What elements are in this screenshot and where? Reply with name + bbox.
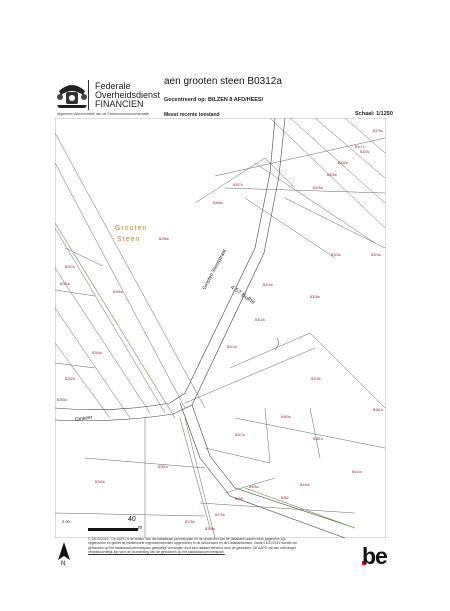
parcel-label: B251a bbox=[158, 465, 168, 469]
parcel-label: B488 bbox=[235, 497, 243, 501]
parcel-label: B330a bbox=[338, 161, 348, 165]
parcel-label: B263a bbox=[57, 398, 67, 402]
parcel-label: B481a bbox=[313, 437, 323, 441]
scale-label: Schaal: 1/1250 bbox=[355, 111, 393, 117]
legal-line: © 29/10/2019 - De AAPD is de auteur van het kadastraal perceelsplan en de producent van de databank waarin deze gegevens zijn bbox=[88, 537, 286, 541]
street-label-omkeer: Omkeer bbox=[74, 414, 93, 423]
parcel-label: B375a bbox=[373, 129, 383, 133]
admin-line: Algemene Administratie van de Patrimoniumdocumentatie bbox=[57, 112, 150, 116]
legal-line: verantwoordelijk zijn voor de voorstelling van de gebouwen op het kadastraal perceelsplan. bbox=[88, 550, 225, 555]
parcel-label: B444a bbox=[352, 470, 362, 474]
scale-bar bbox=[88, 528, 138, 531]
parcel-label: B262b bbox=[65, 377, 75, 381]
copyright-notice bbox=[88, 537, 356, 555]
scale-zero: 0.00 bbox=[62, 519, 70, 524]
parcel-label: B310a bbox=[263, 283, 273, 287]
map-frame bbox=[55, 118, 386, 538]
parcel-label: B306a bbox=[213, 201, 223, 205]
org-line-2: Overheidsdienst bbox=[95, 90, 161, 100]
parcel-label: B250a bbox=[95, 480, 105, 484]
scale-value: 40 bbox=[128, 516, 136, 523]
parcel-label: B326a bbox=[327, 173, 337, 177]
parcel-label: B264a bbox=[92, 351, 102, 355]
parcel-label: B261a bbox=[60, 282, 70, 286]
parcel-label: B270a bbox=[215, 513, 225, 517]
parcel-label: B278a bbox=[185, 520, 195, 524]
org-line-3: FINANCIEN bbox=[95, 99, 144, 109]
parcel-label: B452 bbox=[281, 496, 289, 500]
handwritten-note: 4.57 Bulhe bbox=[228, 284, 256, 307]
be-logo: be bbox=[362, 543, 387, 569]
parcel-label: B318a bbox=[310, 295, 320, 299]
parcel-label: B268a bbox=[205, 527, 215, 531]
parcel-label: B491a bbox=[373, 408, 383, 412]
north-label: N bbox=[61, 561, 66, 567]
parcel-label: B317a bbox=[235, 433, 245, 437]
parcel-label: B440a bbox=[300, 483, 310, 487]
legal-line: gebouwen op het kadastraal perceelsplan geleidelijk vervangen door een dataset beheerd door de gewesten. De AAPD zal dan niet langer bbox=[88, 545, 296, 550]
place-name-2: Steen bbox=[117, 236, 141, 243]
centered-on: Gecentreerd op: BILZEN 8 AFD/HEES/ bbox=[164, 97, 264, 103]
parcel-label: B267a bbox=[65, 265, 75, 269]
parcel-label: B405a bbox=[249, 485, 259, 489]
place-name-1: Grooten bbox=[115, 225, 148, 232]
parcel-label: B312b bbox=[227, 345, 237, 349]
coat-of-arms-logo bbox=[55, 79, 89, 109]
parcel-label: B320c bbox=[360, 150, 370, 154]
parcel-label: B493a bbox=[281, 415, 291, 419]
parcel-label: B258a bbox=[159, 237, 169, 241]
parcel-label: B266a bbox=[113, 290, 123, 294]
parcel-label: B317c bbox=[355, 145, 365, 149]
scale-unit: m bbox=[138, 525, 143, 531]
org-line-1: Federale bbox=[95, 81, 131, 91]
parcel-label: B323a bbox=[331, 253, 341, 257]
situation-label: Meest recente toestand bbox=[164, 112, 220, 118]
parcel-label: B307a bbox=[233, 183, 243, 187]
parcel-label: B312a bbox=[255, 318, 265, 322]
plan-title: aen grooten steen B0312a bbox=[164, 76, 282, 87]
logo-divider bbox=[88, 80, 89, 110]
parcel-label: B325a bbox=[313, 186, 323, 190]
cadastral-map[interactable] bbox=[55, 118, 386, 538]
parcel-label: B324a bbox=[371, 253, 381, 257]
parcel-label: B319b bbox=[311, 377, 321, 381]
street-label-main: Grooten Steenstraat bbox=[201, 248, 228, 291]
legal-line: opgenomen en geniet de intellectuele eigendomsrechten opgenomen in de Auteurswet en de Databankenwet. Vanaf 01/01/2019 worden de bbox=[88, 541, 298, 546]
